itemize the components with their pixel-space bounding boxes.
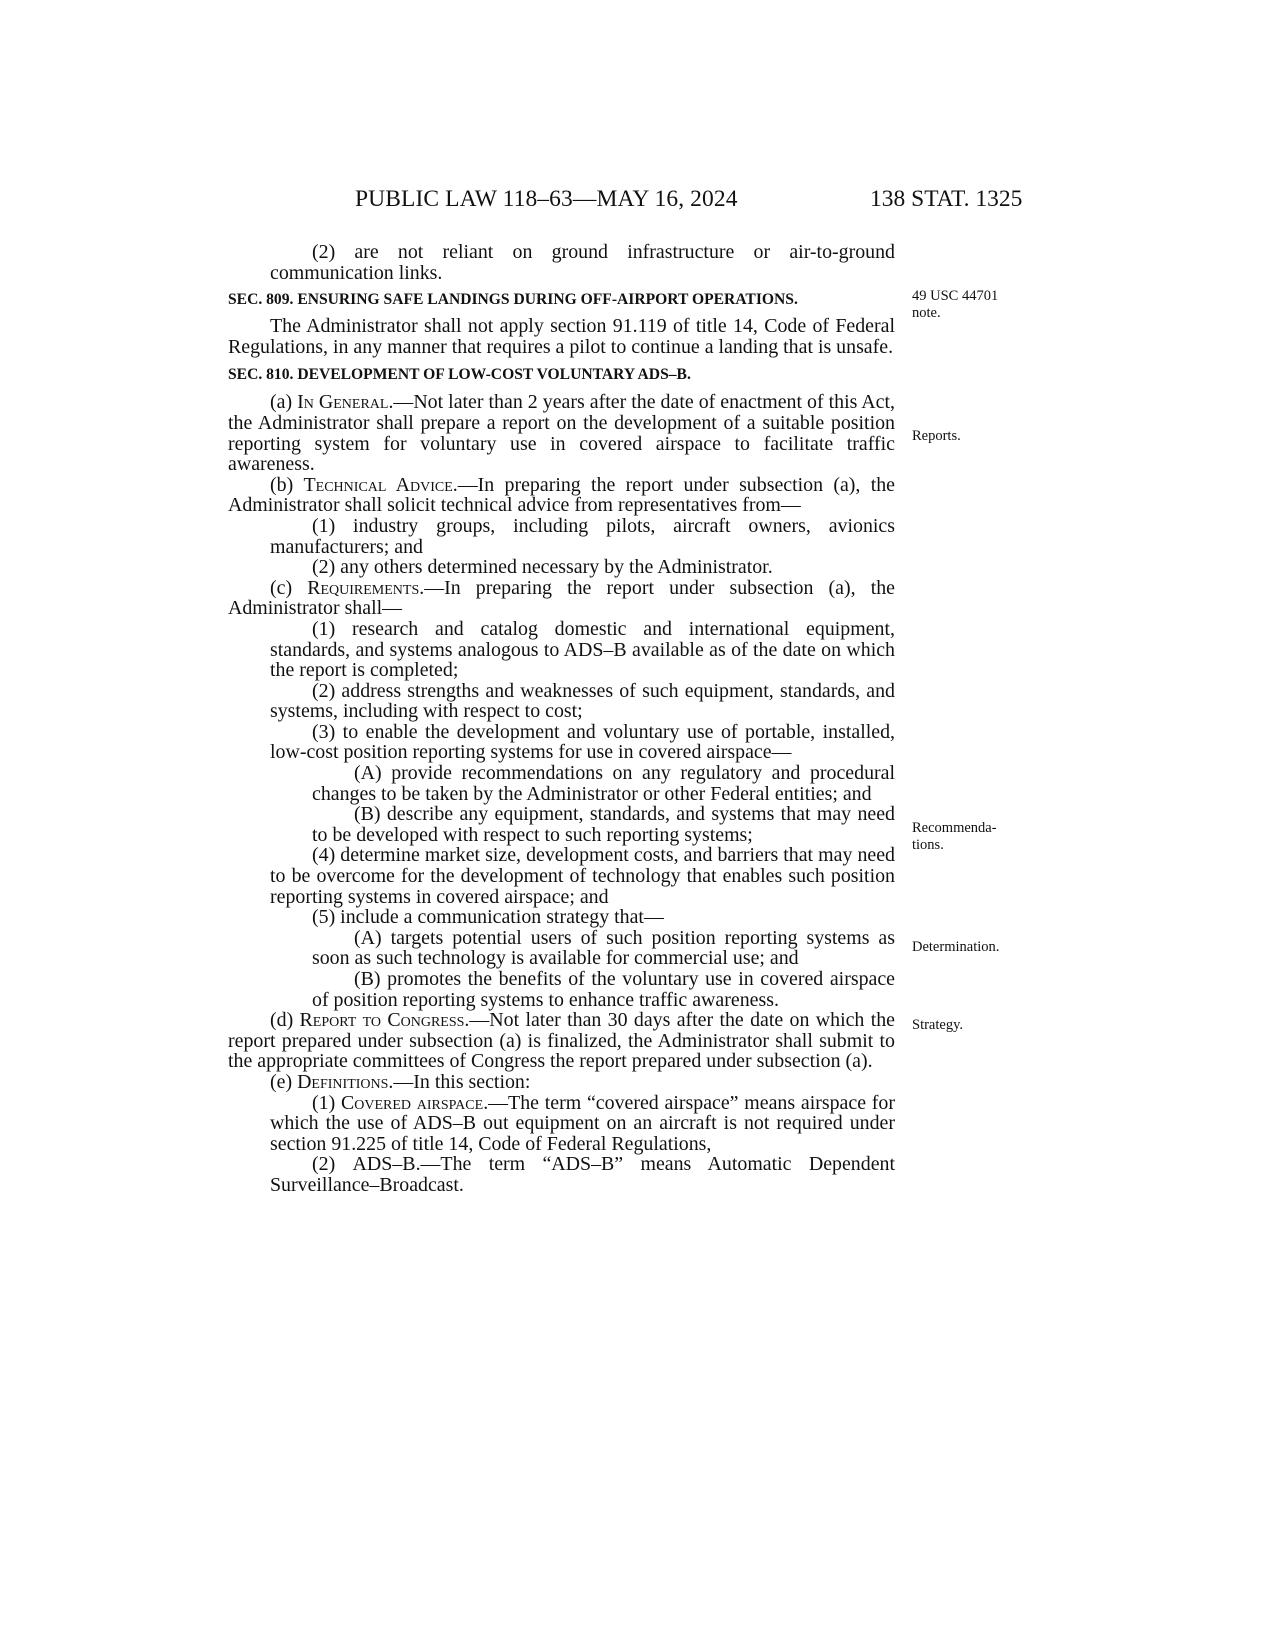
subsection-c-heading: Requirements	[307, 576, 420, 599]
subsection-a: (a) In General.—Not later than 2 years after the date of enactment of this Act, the Administrator shall prepare a report on the development of a suitable position reporting system for voluntary use in covered airspace to facilitate traffic awareness.	[228, 391, 895, 476]
statute-page-number: 138 STAT. 1325	[870, 186, 1023, 212]
section-810-heading: SEC. 810. DEVELOPMENT OF LOW-COST VOLUNTARY ADS–B.	[228, 366, 691, 384]
paragraph-b1: (1) industry groups, including pilots, aircraft owners, avionics manufacturers; and	[270, 514, 895, 558]
margin-note-strategy: Strategy.	[912, 1017, 964, 1033]
page-header	[0, 186, 1275, 220]
subsection-c: (c) Requirements.—In preparing the report under subsection (a), the Administrator shall—	[228, 576, 895, 620]
margin-note-recommendations: Recommenda- tions.	[912, 820, 997, 853]
subsection-e-heading: Definitions	[297, 1070, 389, 1093]
margin-note-determination: Determination.	[912, 939, 1000, 955]
running-head-title: PUBLIC LAW 118–63—MAY 16, 2024	[355, 186, 738, 212]
margin-note-reports: Reports.	[912, 428, 961, 444]
paragraph-continued: (2) are not reliant on ground infrastructure or air-to-ground communication links.	[270, 241, 895, 284]
subsection-e: (e) Definitions.—In this section:	[270, 1070, 531, 1093]
subparagraph-c5b: (B) promotes the benefits of the voluntary use in covered airspace of position reporting systems to enhance traffic awareness.	[312, 968, 895, 1011]
paragraph-c2: (2) address strengths and weaknesses of such equipment, standards, and systems, including with respect to cost;	[270, 679, 895, 723]
paragraph-c1: (1) research and catalog domestic and international equipment, standards, and systems analogous to ADS–B available as of the date on which the report is completed;	[270, 617, 895, 682]
subsection-d-heading: Report to Congress	[299, 1009, 465, 1032]
subsection-a-heading: In General	[297, 391, 389, 414]
section-809-heading: SEC. 809. ENSURING SAFE LANDINGS DURING OFF-AIRPORT OPERATIONS.	[228, 291, 798, 309]
subparagraph-c5a: (A) targets potential users of such position reporting systems as soon as such technology is available for commercial use; and	[312, 926, 895, 970]
subsection-b: (b) Technical Advice.—In preparing the report under subsection (a), the Administrator shall solicit technical advice from representatives from—	[228, 473, 896, 517]
document-body	[228, 242, 895, 1196]
section-809-text: The Administrator shall not apply section 91.119 of title 14, Code of Federal Regulations, in any manner that requires a pilot to continue a landing that is unsafe.	[228, 315, 895, 358]
subsection-d: (d) Report to Congress.—Not later than 30 days after the date on which the report prepared under subsection (a) is finalized, the Administrator shall submit to the appropriate committees of Congress the report prepared under subsection (a).	[228, 1009, 895, 1073]
subparagraph-c3b: (B) describe any equipment, standards, and systems that may need to be developed with respect to such reporting systems;	[312, 803, 895, 846]
subparagraph-c3a: (A) provide recommendations on any regulatory and procedural changes to be taken by the Administrator or other Federal entities; and	[312, 762, 895, 805]
paragraph-b2: (2) any others determined necessary by the Administrator.	[312, 556, 773, 579]
margin-note-usc: 49 USC 44701 note.	[912, 288, 999, 321]
subsection-b-heading: Technical Advice	[303, 473, 453, 496]
definition-ads-b: (2) ADS–B.—The term “ADS–B” means Automatic Dependent Surveillance–Broadcast.	[270, 1153, 895, 1196]
paragraph-c5: (5) include a communication strategy that—	[312, 906, 664, 929]
paragraph-c4: (4) determine market size, development costs, and barriers that may need to be overcome for the development of technology that enables such position reporting systems in covered airspace; and	[270, 844, 895, 908]
definition-covered-airspace: (1) Covered airspace.—The term “covered airspace” means airspace for which the use of ADS–B out equipment on an aircraft is not required under section 91.225 of title 14, Code of Federal Regulations,	[270, 1091, 895, 1155]
paragraph-c3: (3) to enable the development and voluntary use of portable, installed, low-cost position reporting systems for use in covered airspace—	[270, 720, 895, 764]
